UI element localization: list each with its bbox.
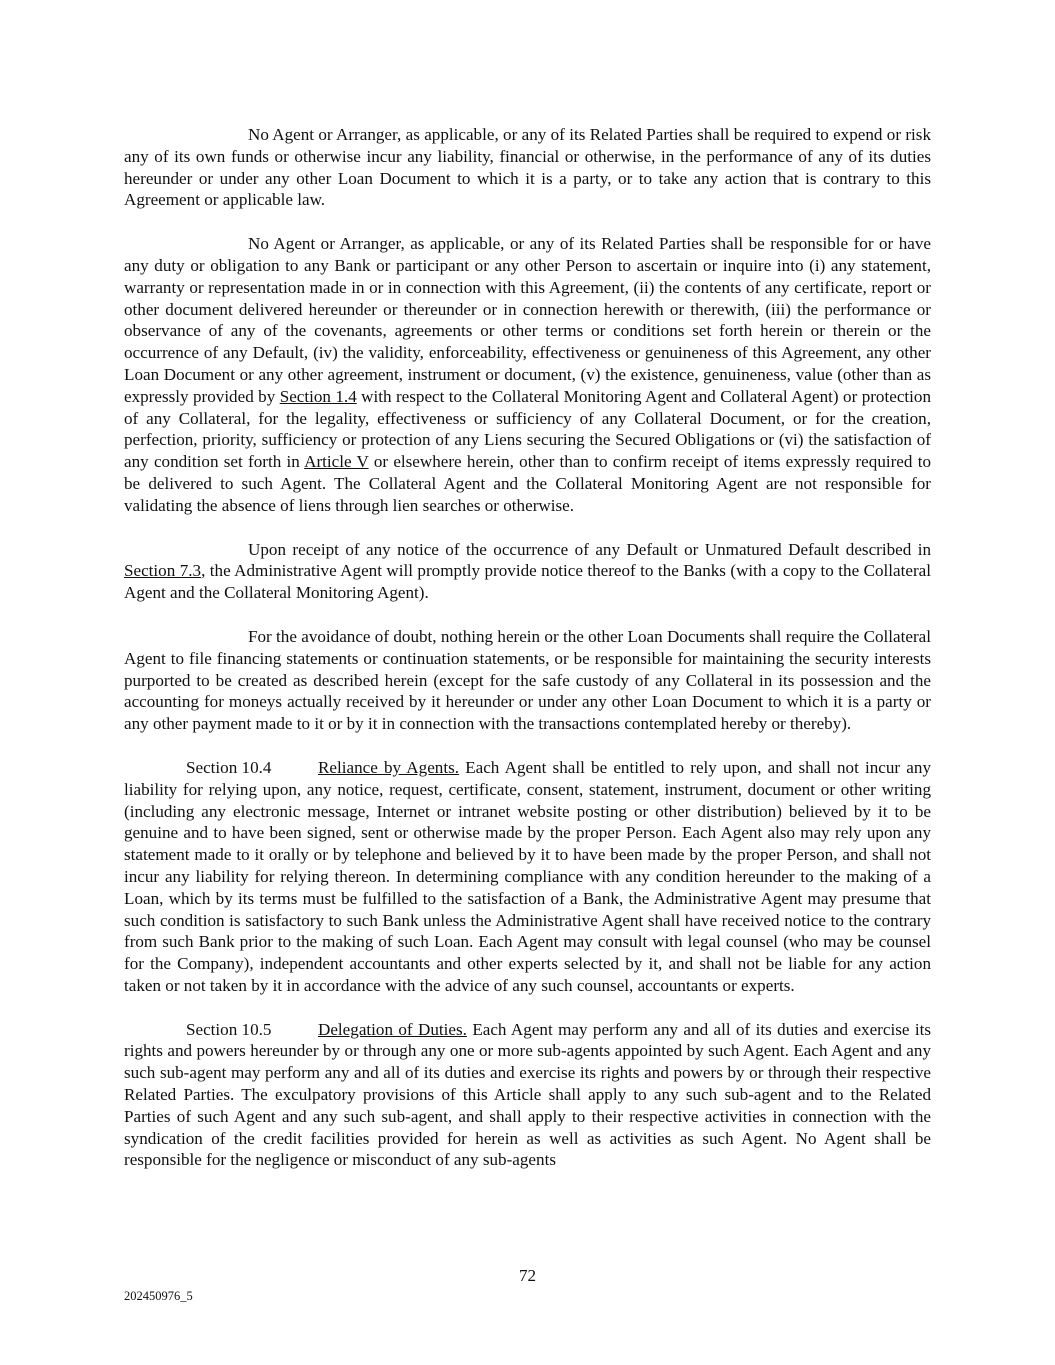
document-body [124,124,931,1193]
section-10-5 [124,1019,931,1172]
paragraph-no-responsibility [124,233,931,516]
document-id: 202450976_5 [124,1289,193,1303]
section-number: Section 10.5 [186,1019,272,1039]
paragraph-text: Upon receipt of any notice of the occurrence of any Default or Unmatured Default described in [248,539,931,559]
section-number: Section 10.4 [186,757,272,777]
paragraph-text: with respect to the Collateral Monitoring Agent and Collateral Agent) or protection of any Collateral, for the legality, effectiveness or sufficiency of any Collateral Document, or for the creation, perfection, priority, sufficiency or protection of any Liens securing the Secured Obligations or (vi) the satisfaction of any condition set forth in [124,386,931,472]
cross-reference-section-7-3: Section 7.3 [124,561,202,581]
paragraph-text: No Agent or Arranger, as applicable, or any of its Related Parties shall be required to expend or risk any of its own funds or otherwise incur any liability, financial or otherwise, in the performance of any of its duties hereunder or under any other Loan Document to which it is a party, or to take any action that is contrary to this Agreement or applicable law. [124,125,931,210]
cross-reference-section-1-4: Section 1.4 [279,386,357,406]
paragraph-notice-of-default [124,539,931,604]
paragraph-no-duty-to-risk-funds [124,124,931,211]
paragraph-text: No Agent or Arranger, as applicable, or any of its Related Parties shall be responsible for or have any duty or obligation to any Bank or participant or any other Person to ascertain or inquire into (i) any statement, warranty or representation made in or in connection with this Agreement, (ii) the contents of any certificate, report or other document delivered hereunder or thereunder or in connection herewith or therewith, (iii) the performance or observance of any of the covenants, agreements or other terms or conditions set forth herein or therein or the occurrence of any Default, (iv) the validity, enforceability, effectiveness or genuineness of this Agreement, any other Loan Document or any other agreement, instrument or document, (v) the existence, genuineness, value (other than as expressly provided by [124,234,931,406]
paragraph-text: or elsewhere herein, other than to confirm receipt of items expressly required to be delivered to such Agent. The Collateral Agent and the Collateral Monitoring Agent are not responsible for validating the absence of liens through lien searches or otherwise. [124,452,931,515]
cross-reference-article-v: Article V [304,452,369,472]
section-heading: Delegation of Duties. [318,1019,467,1039]
paragraph-text: , the Administrative Agent will promptly provide notice thereof to the Banks (with a copy to the Collateral Agent and the Collateral Monitoring Agent). [124,561,931,603]
section-heading: Reliance by Agents. [318,757,460,777]
paragraph-avoidance-of-doubt [124,626,931,735]
section-body: Each Agent may perform any and all of its duties and exercise its rights and powers hereunder by or through any one or more sub-agents appointed by such Agent. Each Agent and any such sub-agent may perform any and all of its duties and exercise its rights and powers by or through their respective Related Parties. The exculpatory provisions of this Article shall apply to any such sub-agent and to the Related Parties of such Agent and any such sub-agent, and shall apply to their respective activities in connection with the syndication of the credit facilities provided for herein as well as activities as such Agent. No Agent shall be responsible for the negligence or misconduct of any sub-agents [124,1019,931,1170]
paragraph-text: For the avoidance of doubt, nothing herein or the other Loan Documents shall require the Collateral Agent to file financing statements or continuation statements, or be responsible for maintaining the security interests purported to be created as described herein (except for the safe custody of any Collateral in its possession and the accounting for moneys actually received by it hereunder or under any other Loan Document to which it is a party or any other payment made to it or by it in connection with the transactions contemplated hereby or thereby). [124,626,931,734]
page-number: 72 [518,1266,537,1285]
section-10-4 [124,757,931,997]
section-body: Each Agent shall be entitled to rely upon, and shall not incur any liability for relying upon, any notice, request, certificate, consent, statement, instrument, document or other writing (including any electronic message, Internet or intranet website posting or other distribution) believed by it to be genuine and to have been signed, sent or otherwise made by the proper Person. Each Agent also may rely upon any statement made to it orally or by telephone and believed by it to have been made by the proper Person, and shall not incur any liability for relying thereon. In determining compliance with any condition hereunder to the making of a Loan, which by its terms must be fulfilled to the satisfaction of a Bank, the Administrative Agent may presume that such condition is satisfactory to such Bank unless the Administrative Agent shall have received notice to the contrary from such Bank prior to the making of such Loan. Each Agent may consult with legal counsel (who may be counsel for the Company), independent accountants and other experts selected by it, and shall not be liable for any action taken or not taken by it in accordance with the advice of any such counsel, accountants or experts. [124,757,931,995]
